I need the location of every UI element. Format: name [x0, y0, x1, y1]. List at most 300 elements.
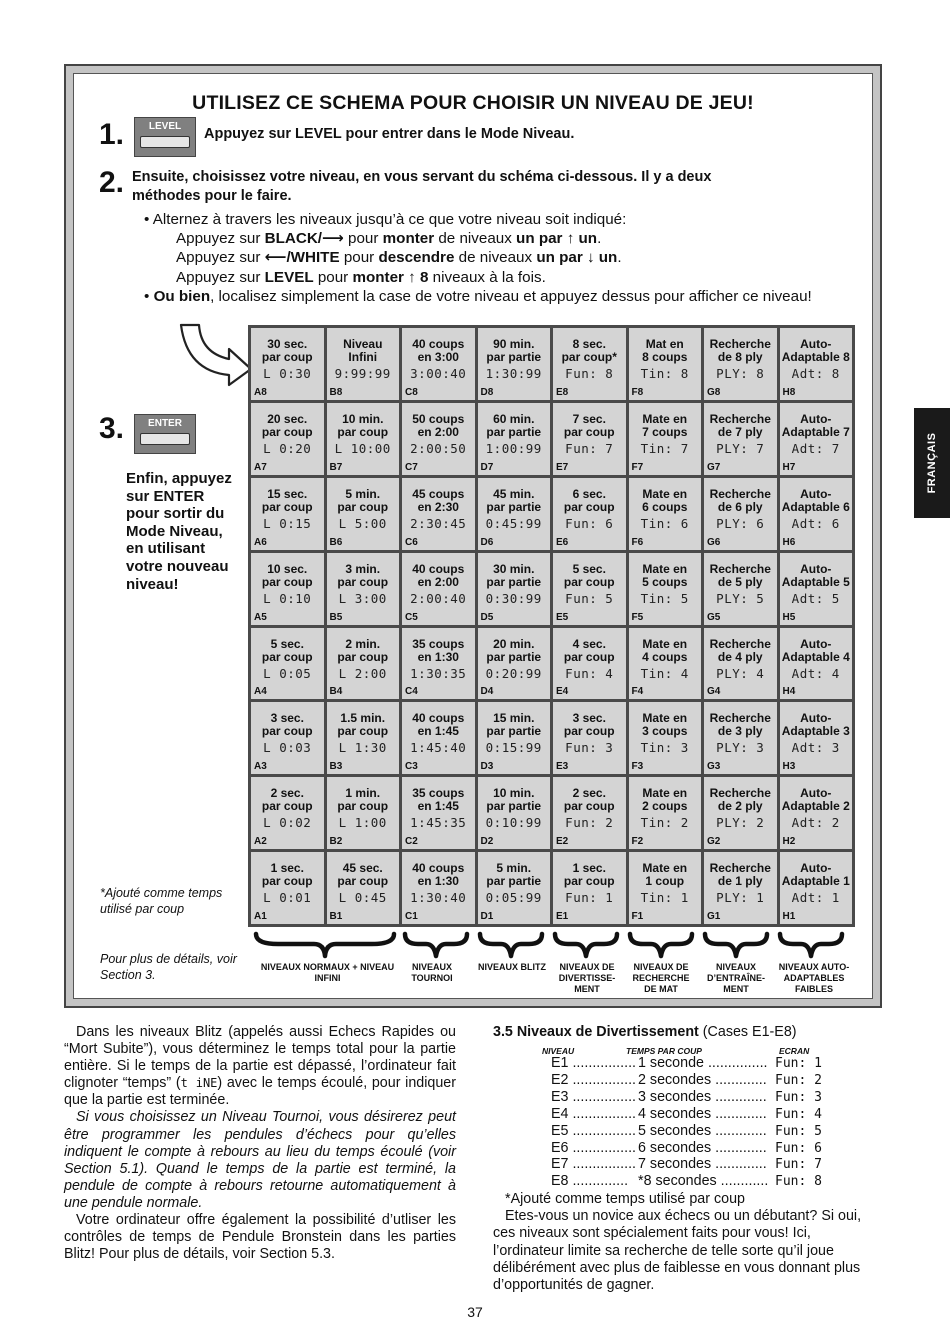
level-cell[interactable] — [553, 553, 626, 625]
step-3-number: 3. — [99, 412, 125, 445]
row-time: 6 secondes ............. — [638, 1139, 767, 1156]
cell-lcd-readout: Adt: 5 — [791, 590, 840, 606]
level-cell[interactable] — [251, 628, 324, 700]
fun-table — [493, 1055, 883, 1190]
cell-code: G4 — [707, 686, 721, 698]
level-cell[interactable] — [629, 852, 702, 924]
cell-line-2: par partie — [486, 874, 542, 889]
level-cell[interactable] — [629, 403, 702, 475]
cell-line-1: 6 sec. — [572, 486, 606, 501]
cell-line-2: Adaptable 2 — [781, 799, 850, 814]
cell-code: F5 — [631, 611, 644, 623]
cell-lcd-readout: L 5:00 — [338, 515, 387, 531]
level-cell[interactable] — [327, 403, 400, 475]
cell-lcd-readout: 1:00:99 — [485, 440, 542, 456]
cell-line-1: 7 sec. — [572, 411, 606, 426]
cell-line-2: par coup — [563, 724, 615, 739]
cell-lcd-readout: L 10:00 — [334, 440, 391, 456]
level-cell[interactable] — [402, 777, 475, 849]
cell-line-1: 40 coups — [412, 861, 465, 876]
cell-line-2: 5 coups — [642, 574, 688, 589]
cell-lcd-readout: PLY: 5 — [716, 590, 765, 606]
level-cell[interactable] — [704, 852, 777, 924]
cell-code: A2 — [254, 836, 267, 848]
level-cell[interactable] — [327, 852, 400, 924]
cell-line-1: Mate en — [642, 561, 688, 576]
cell-lcd-readout: Tin: 5 — [640, 590, 689, 606]
cell-line-2: par coup — [337, 724, 389, 739]
cell-lcd-readout: PLY: 4 — [716, 665, 765, 681]
cell-code: E8 — [556, 386, 569, 398]
level-cell[interactable] — [704, 777, 777, 849]
cell-line-2: par coup — [563, 499, 615, 514]
cell-line-2: par coup — [337, 424, 389, 439]
cell-lcd-readout: Tin: 7 — [640, 440, 689, 456]
cell-line-1: Auto- — [800, 861, 832, 876]
cell-code: B5 — [329, 611, 343, 623]
cell-code: C4 — [405, 686, 418, 698]
level-cell[interactable] — [402, 328, 475, 400]
fun-table-row — [493, 1123, 883, 1140]
up-arrow-icon: ↑ — [566, 230, 575, 248]
bullet-1 — [144, 210, 864, 229]
cell-line-1: Recherche — [709, 486, 771, 501]
level-cell[interactable] — [478, 702, 551, 774]
step-2-text — [132, 168, 711, 206]
cell-line-1: 2 sec. — [270, 786, 304, 801]
row-time: 4 secondes ............. — [638, 1105, 767, 1122]
cell-line-2: par partie — [486, 499, 542, 514]
cell-lcd-readout: Tin: 3 — [640, 740, 689, 756]
cell-lcd-readout: 0:10:99 — [485, 815, 542, 831]
blitz-paragraph: Dans les niveaux Blitz (appelés aussi Echecs Rapides ou “Mort Subite”), vous déterminez le temps total pour la partie entière. Si le temps de la partie est dépassé, l’ordinateur fait clignoter “temps” (t iNE) avec le temps écoulé, pour indiquer que la partie est terminée. — [64, 1024, 457, 1109]
cell-code: D3 — [480, 761, 494, 773]
step-3-text: Enfin, appuyez sur ENTER pour sortir du Mode Niveau, en utilisant votre nouveau niveau! — [126, 470, 232, 593]
cell-lcd-readout: Adt: 3 — [791, 740, 840, 756]
cell-lcd-readout: L 1:00 — [338, 815, 387, 831]
cell-code: D7 — [480, 461, 494, 473]
cell-code: D6 — [480, 536, 494, 548]
level-cell[interactable] — [780, 702, 853, 774]
cell-lcd-readout: PLY: 8 — [716, 366, 765, 381]
cell-lcd-readout: L 0:10 — [263, 590, 312, 606]
level-cell[interactable] — [478, 852, 551, 924]
level-cell[interactable] — [553, 702, 626, 774]
level-cell[interactable] — [402, 852, 475, 924]
group-braces — [248, 930, 855, 960]
cell-line-2: par coup — [261, 799, 313, 814]
cell-line-2: en 1:45 — [417, 799, 459, 814]
level-cell[interactable] — [402, 478, 475, 550]
level-cell[interactable] — [780, 553, 853, 625]
cell-line-2: 3 coups — [642, 724, 688, 739]
cell-line-1: 10 min. — [493, 786, 535, 801]
cell-line-1: Recherche — [709, 636, 771, 651]
cell-line-1: 40 coups — [412, 711, 465, 726]
level-cell[interactable] — [704, 328, 777, 400]
cell-code: F3 — [631, 761, 644, 773]
cell-code: G7 — [707, 461, 721, 473]
cell-code: E7 — [556, 461, 569, 473]
cell-line-1: 30 sec. — [267, 337, 308, 351]
group-label-tournament: NIVEAUX TOURNOI — [411, 962, 453, 983]
cell-code: H5 — [782, 611, 796, 623]
cell-line-1: 1 sec. — [270, 861, 304, 876]
level-cell[interactable] — [780, 628, 853, 700]
row-level: E4 ................ — [551, 1105, 637, 1122]
bullet-2-text: , localisez simplement la case de votre niveau et appuyez dessus pour afficher ce niveau! — [210, 287, 812, 305]
cell-line-2: Adaptable 8 — [781, 350, 850, 364]
row-time: 5 secondes ............. — [638, 1122, 767, 1139]
row-time: 3 secondes ............. — [638, 1088, 767, 1105]
group-label-adaptive: NIVEAUX AUTO-ADAPTABLES FAIBLES — [778, 962, 850, 994]
level-cell[interactable] — [553, 852, 626, 924]
cell-lcd-readout: 2:00:50 — [410, 440, 467, 456]
cell-lcd-readout: Fun: 6 — [565, 515, 614, 531]
fun-table-row — [493, 1173, 883, 1190]
level-cell[interactable] — [629, 478, 702, 550]
row-level: E1 ................ — [551, 1055, 637, 1072]
cell-line-1: Auto- — [800, 711, 832, 726]
cell-code: D4 — [480, 686, 494, 698]
cell-line-1: 5 sec. — [270, 636, 304, 651]
row-time: 2 secondes ............. — [638, 1071, 767, 1088]
cell-lcd-readout: Adt: 8 — [791, 366, 840, 381]
instructions — [144, 210, 864, 306]
level-cell[interactable] — [478, 403, 551, 475]
level-cell[interactable] — [478, 628, 551, 700]
cell-code: E2 — [556, 836, 569, 848]
row-lcd: Fun: 4 — [775, 1106, 822, 1122]
language-tab-label: FRANÇAIS — [926, 432, 938, 494]
cell-line-1: 4 sec. — [572, 636, 606, 651]
enter-key-icon — [134, 414, 196, 454]
row-level: E2 ................ — [551, 1071, 637, 1088]
cell-line-1: 5 sec. — [572, 561, 606, 576]
left-arrow-icon: ⟵ — [264, 249, 287, 267]
cell-line-2: de 6 ply — [717, 499, 763, 514]
level-cell[interactable] — [478, 553, 551, 625]
instr-line-black: Appuyez sur BLACK/⟶ pour monter de niveaux un par ↑ un. — [176, 230, 602, 248]
cell-code: C5 — [405, 611, 418, 623]
cell-line-1: Auto- — [800, 337, 832, 351]
cell-line-1: 60 min. — [493, 411, 535, 426]
cell-line-1: Recherche — [709, 561, 771, 576]
enter-key-label: ENTER — [148, 418, 182, 429]
down-arrow-icon: ↓ — [586, 249, 595, 267]
cell-lcd-readout: Adt: 7 — [791, 440, 840, 456]
fun-table-row — [493, 1072, 883, 1089]
bullet-1-mark: • — [144, 211, 150, 228]
cell-code: H8 — [782, 386, 796, 398]
level-cell[interactable] — [327, 478, 400, 550]
level-cell[interactable] — [251, 777, 324, 849]
level-grid — [248, 325, 855, 927]
cell-line-1: Auto- — [800, 636, 832, 651]
cell-line-2: Infini — [348, 350, 378, 364]
cell-lcd-readout: Adt: 6 — [791, 515, 840, 531]
cell-line-2: Adaptable 1 — [781, 874, 850, 889]
level-cell[interactable] — [553, 328, 626, 400]
level-cell[interactable] — [251, 852, 324, 924]
cell-line-2: par partie — [486, 799, 542, 814]
cell-lcd-readout: PLY: 1 — [716, 890, 765, 906]
level-cell[interactable] — [629, 702, 702, 774]
cell-line-1: Recherche — [709, 711, 771, 726]
fun-table-row — [493, 1055, 883, 1072]
row-time: 1 seconde ............... — [638, 1055, 768, 1072]
cell-code: A6 — [254, 536, 267, 548]
cell-line-1: 5 min. — [496, 861, 532, 876]
cell-line-1: 45 coups — [412, 486, 465, 501]
left-column — [64, 1024, 456, 1263]
col-header-temps: TEMPS PAR COUP — [626, 1046, 702, 1057]
row-lcd: Fun: 2 — [775, 1072, 822, 1088]
cell-line-2: par coup — [563, 799, 615, 814]
cell-code: G2 — [707, 836, 721, 848]
cell-code: A4 — [254, 686, 267, 698]
row-lcd: Fun: 1 — [775, 1056, 822, 1072]
cell-code: A7 — [254, 461, 267, 473]
cell-lcd-readout: L 0:01 — [263, 890, 312, 906]
cell-lcd-readout: Fun: 7 — [565, 440, 614, 456]
cell-line-2: par partie — [486, 574, 542, 589]
cell-lcd-readout: L 2:00 — [338, 665, 387, 681]
cell-lcd-readout: PLY: 2 — [716, 815, 765, 831]
cell-line-1: Recherche — [709, 786, 771, 801]
level-cell[interactable] — [704, 553, 777, 625]
level-cell[interactable] — [553, 777, 626, 849]
cell-line-2: par partie — [486, 424, 542, 439]
level-key-label: LEVEL — [148, 121, 182, 132]
cell-line-1: Mate en — [642, 411, 688, 426]
cell-lcd-readout: Adt: 4 — [791, 665, 840, 681]
level-cell[interactable] — [780, 328, 853, 400]
group-label-normal: NIVEAUX NORMAUX + NIVEAU INFINI — [260, 962, 395, 983]
cell-line-1: 2 min. — [345, 636, 381, 651]
cell-lcd-readout: 0:45:99 — [485, 515, 542, 531]
language-tab — [914, 408, 950, 518]
cell-code: F7 — [631, 461, 644, 473]
cell-line-1: 2 sec. — [572, 786, 606, 801]
cell-lcd-readout: 0:20:99 — [485, 665, 542, 681]
cell-code: B4 — [329, 686, 343, 698]
level-cell[interactable] — [780, 852, 853, 924]
group-label-fun: NIVEAUX DE DIVERTISSE-MENT — [558, 962, 616, 994]
tournament-paragraph: Si vous choisissez un Niveau Tournoi, vous désirerez peut être programmer les pendules d’échecs pour qu’elles indiquent le compte à rebours au lieu du temps écoulé (voir Section 5.1). Quand le temps de la partie est terminé, la pendule de compte à rebours retourne automatiquement à une pendule normale. — [64, 1109, 456, 1211]
cell-line-2: par coup — [261, 724, 313, 739]
level-cell[interactable] — [478, 328, 551, 400]
bullet-2-emph: Ou bien — [153, 287, 211, 305]
time-lcd-text: t iNE — [180, 1076, 218, 1091]
level-cell[interactable] — [402, 628, 475, 700]
cell-line-2: par coup — [563, 649, 615, 664]
cell-lcd-readout: 1:30:99 — [485, 366, 542, 381]
cell-line-1: 3 min. — [345, 561, 381, 576]
fun-table-header — [493, 1041, 883, 1055]
cell-lcd-readout: 0:05:99 — [485, 890, 542, 906]
level-key-icon — [134, 117, 196, 157]
fun-table-row — [493, 1140, 883, 1157]
cell-lcd-readout: 3:00:40 — [410, 366, 467, 381]
cell-line-1: Recherche — [709, 861, 771, 876]
cell-lcd-readout: Fun: 4 — [565, 665, 614, 681]
level-cell[interactable] — [478, 777, 551, 849]
cell-code: A1 — [254, 911, 267, 922]
level-cell[interactable] — [402, 403, 475, 475]
level-cell[interactable] — [553, 478, 626, 550]
cell-line-2: par coup — [261, 424, 313, 439]
bullet-2 — [144, 287, 864, 306]
cell-line-1: Auto- — [800, 411, 832, 426]
level-cell[interactable] — [780, 777, 853, 849]
level-cell[interactable] — [251, 328, 324, 400]
level-chart-frame — [64, 64, 882, 1008]
cell-lcd-readout: L 1:30 — [338, 740, 387, 756]
cell-line-1: 40 coups — [412, 337, 465, 351]
cell-line-2: 4 coups — [642, 649, 688, 664]
step-2-line-1: Ensuite, choisissez votre niveau, en vous servant du schéma ci-dessous. Il y a deux — [132, 169, 712, 185]
cell-lcd-readout: 0:15:99 — [485, 740, 542, 756]
cell-line-1: Auto- — [800, 486, 832, 501]
cell-line-2: par coup — [261, 649, 313, 664]
level-cell[interactable] — [402, 702, 475, 774]
cell-lcd-readout: Tin: 6 — [640, 515, 689, 531]
cell-line-1: 10 min. — [342, 411, 384, 426]
key-bar — [140, 136, 190, 148]
cell-line-1: 50 coups — [412, 411, 465, 426]
cell-lcd-readout: 1:45:40 — [410, 740, 467, 756]
row-time: *8 secondes ............ — [638, 1173, 769, 1190]
cell-code: H7 — [782, 461, 796, 473]
cell-line-2: par coup — [337, 799, 389, 814]
cell-lcd-readout: Adt: 2 — [791, 815, 840, 831]
cell-line-2: par coup — [563, 424, 615, 439]
cell-line-2: par coup — [563, 574, 615, 589]
level-cell[interactable] — [780, 478, 853, 550]
cell-line-1: 45 min. — [493, 486, 535, 501]
cell-lcd-readout: L 0:20 — [263, 440, 312, 456]
cell-code: E1 — [556, 911, 569, 922]
cell-lcd-readout: L 0:05 — [263, 665, 312, 681]
cell-line-2: de 7 ply — [717, 424, 763, 439]
up-arrow-icon: ↑ — [403, 268, 420, 286]
row-lcd: Fun: 8 — [775, 1174, 822, 1190]
cell-lcd-readout: L 0:03 — [263, 740, 312, 756]
level-cell[interactable] — [629, 777, 702, 849]
cell-lcd-readout: L 0:15 — [263, 515, 312, 531]
cell-code: D2 — [480, 836, 494, 848]
level-cell[interactable] — [780, 403, 853, 475]
novice-paragraph: Etes-vous un novice aux échecs ou un débutant? Si oui, ces niveaux sont spécialement faits pour vous! Ici, l’ordinateur limite sa recherche de telle sorte qu’il joue délibérément avec plus de faiblesse en vous donnant plus d’opportunités de gagner. — [493, 1208, 862, 1293]
cell-line-2: en 2:00 — [417, 574, 459, 589]
level-cell[interactable] — [629, 628, 702, 700]
cell-lcd-readout: Fun: 8 — [565, 366, 614, 381]
row-lcd: Fun: 5 — [775, 1123, 822, 1139]
cell-line-2: en 1:30 — [417, 649, 459, 664]
level-cell[interactable] — [327, 328, 400, 400]
cell-code: E5 — [556, 611, 569, 623]
level-cell[interactable] — [251, 553, 324, 625]
group-label-blitz: NIVEAUX BLITZ — [477, 962, 546, 972]
cell-lcd-readout: Tin: 4 — [640, 665, 689, 681]
cell-line-2: par coup — [261, 874, 313, 889]
cell-line-1: Recherche — [709, 411, 771, 426]
level-cell[interactable] — [629, 328, 702, 400]
level-cell[interactable] — [704, 478, 777, 550]
cell-line-1: 3 sec. — [572, 711, 606, 726]
cell-line-2: 6 coups — [642, 499, 688, 514]
level-cell[interactable] — [704, 628, 777, 700]
cell-line-1: 1.5 min. — [340, 711, 386, 726]
cell-line-1: 5 min. — [345, 486, 381, 501]
cell-lcd-readout: 2:30:45 — [410, 515, 467, 531]
cell-line-1: 20 min. — [493, 636, 535, 651]
fun-table-row — [493, 1106, 883, 1123]
cell-line-2: par coup — [337, 874, 389, 889]
cell-code: D8 — [480, 386, 494, 398]
cell-code: F1 — [631, 911, 644, 922]
group-label-training: NIVEAUX D’ENTRAÎNE-MENT — [707, 962, 765, 994]
level-cell[interactable] — [327, 777, 400, 849]
cell-line-1: 45 sec. — [342, 861, 383, 876]
cell-lcd-readout: 1:30:40 — [410, 890, 467, 906]
fun-table-row — [493, 1156, 883, 1173]
level-cell[interactable] — [478, 478, 551, 550]
row-level: E6 ................ — [551, 1139, 637, 1156]
cell-lcd-readout: PLY: 7 — [716, 440, 765, 456]
cell-lcd-readout: PLY: 6 — [716, 515, 765, 531]
level-cell[interactable] — [629, 553, 702, 625]
level-cell[interactable] — [327, 628, 400, 700]
cell-code: F8 — [631, 386, 644, 398]
cell-line-2: par coup — [563, 874, 615, 889]
col-header-ecran: ECRAN — [779, 1046, 810, 1057]
cell-code: F6 — [631, 536, 644, 548]
level-chart-panel — [73, 73, 873, 999]
cell-code: G3 — [707, 761, 721, 773]
level-cell[interactable] — [704, 702, 777, 774]
fun-footnote: *Ajouté comme temps utilisé par coup — [505, 1191, 745, 1208]
level-cell[interactable] — [251, 403, 324, 475]
level-cell[interactable] — [251, 702, 324, 774]
cell-lcd-readout: L 3:00 — [338, 590, 387, 606]
cell-line-1: 1 sec. — [572, 861, 606, 876]
level-cell[interactable] — [553, 403, 626, 475]
cell-lcd-readout: 1:45:35 — [410, 815, 467, 831]
level-cell[interactable] — [251, 478, 324, 550]
cell-line-2: par coup — [337, 649, 389, 664]
cell-line-1: Mate en — [642, 636, 688, 651]
level-cell[interactable] — [327, 553, 400, 625]
level-cell[interactable] — [402, 553, 475, 625]
cell-line-2: de 2 ply — [717, 799, 763, 814]
cell-line-2: par coup — [337, 574, 389, 589]
level-cell[interactable] — [327, 702, 400, 774]
level-cell[interactable] — [553, 628, 626, 700]
cell-code: C1 — [405, 911, 418, 922]
level-cell[interactable] — [704, 403, 777, 475]
cell-line-2: Adaptable 6 — [781, 499, 850, 514]
cell-line-1: 35 coups — [412, 786, 465, 801]
cell-code: C7 — [405, 461, 418, 473]
cell-line-1: 30 min. — [493, 561, 535, 576]
cell-line-2: Adaptable 5 — [781, 574, 850, 589]
cell-line-2: de 8 ply — [717, 350, 763, 364]
cell-lcd-readout: Fun: 1 — [565, 890, 614, 906]
row-lcd: Fun: 3 — [775, 1089, 822, 1105]
cell-line-1: 90 min. — [493, 337, 535, 351]
